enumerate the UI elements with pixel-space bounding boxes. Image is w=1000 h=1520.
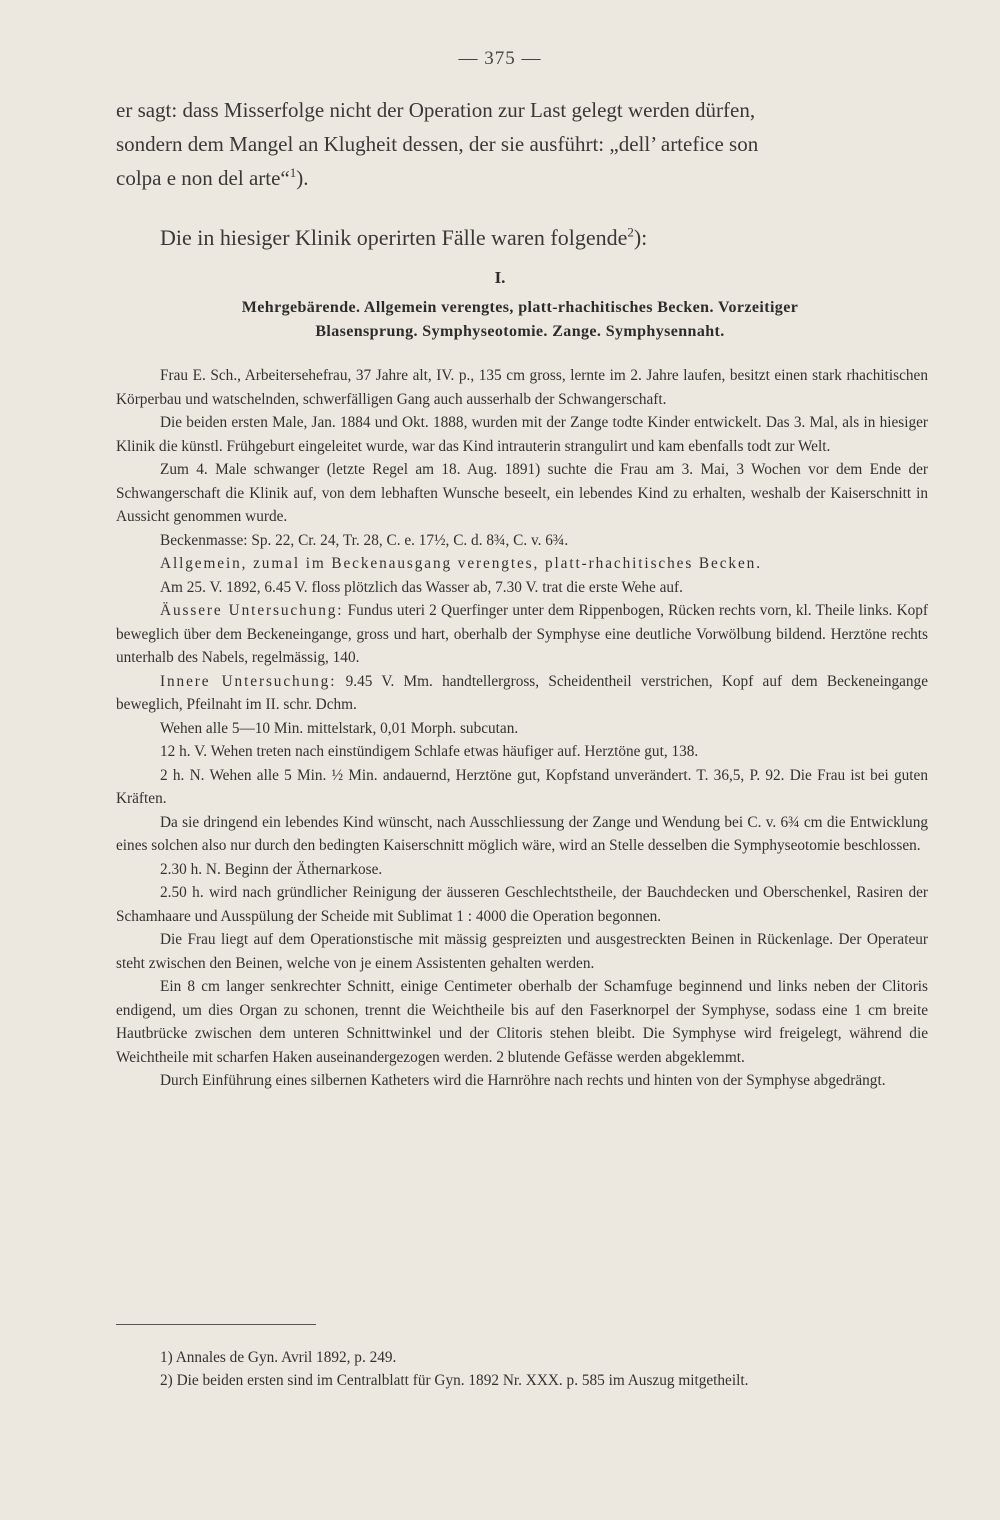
case-heading-line: Blasensprung. Symphyseotomie. Zange. Symphysennaht. [315,323,725,340]
paragraph: Innere Untersuchung: 9.45 V. Mm. handtellergross, Scheidentheil verstrichen, Kopf auf dem Beckeneingange beweglich, Pfeilnaht im II. schr. Dchm. [116,672,928,713]
paragraph: Äussere Untersuchung: Fundus uteri 2 Querfinger unter dem Rippenbogen, Rücken rechts vorn, kl. Theile links. Kopf beweglich über dem Beckeneingange, gross und hart, oberhalb der Symphyse eine deutliche Vorwölbung bildend. Herztöne rechts unterhalb des Nabels, regelmässig, 140. [116,602,929,666]
paragraph: Wehen alle 5—10 Min. mittelstark, 0,01 Morph. subcutan. [160,719,519,737]
paragraph: Zum 4. Male schwanger (letzte Regel am 18. Aug. 1891) suchte die Frau am 3. Mai, 3 Wochen vor dem Ende der Schwangerschaft die Klinik auf, von dem lebhaften Wunsche beseelt, ein lebendes Kind zu erhalten, weshalb der Kaiserschnitt in Aussicht genommen wurde. [116,461,928,525]
intro-line: sondern dem Mangel an Klugheit dessen, der sie ausführt: „dell’ artefice son [116,132,759,156]
case-body [116,364,928,1093]
case-heading-line: Mehrgebärende. Allgemein verengtes, platt-rhachitisches Becken. Vorzeitiger [241,299,799,316]
paragraph: Die Frau liegt auf dem Operationstische mit mässig gespreizten und ausgestreckten Beinen in Rückenlage. Der Operateur steht zwischen den Beinen, welche von je einem Assistenten gehalten werden. [116,931,928,972]
cases-lead: Die in hiesiger Klinik operirten Fälle waren folgende$^2$): [160,224,648,250]
intro-text [116,93,928,255]
footnote: 1) Annales de Gyn. Avril 1892, p. 249. [160,1349,397,1366]
paragraph-spaced: Allgemein, zumal im Beckenausgang verengtes, platt-rhachitisches Becken. [160,555,762,572]
intro-line: er sagt: dass Misserfolge nicht der Operation zur Last gelegt werden dürfen, [116,98,756,122]
paragraph: Ein 8 cm langer senkrechter Schnitt, einige Centimeter oberhalb der Schamfuge beginnend und links neben der Clitoris endigend, um dies Organ zu schonen, trennt die Weichtheile bis auf den Faserknorpel der Symphyse, sodass eine 1 cm breite Hautbrücke zwischen dem unteren Schnittwinkel und der Clitoris stehen bleibt. Die Symphyse wird freigelegt, während die Weichtheile mit scharfen Haken auseinandergezogen werden. 2 blutende Gefässe werden abgeklemmt. [116,978,928,1066]
paragraph: 2 h. N. Wehen alle 5 Min. ½ Min. andauernd, Herztöne gut, Kopfstand unverändert. T. 36,5, P. 92. Die Frau ist bei guten Kräften. [116,766,928,807]
paragraph: 2.30 h. N. Beginn der Äthernarkose. [160,860,383,878]
paragraph: 2.50 h. wird nach gründlicher Reinigung der äusseren Geschlechtstheile, der Bauchdecken und Oberschenkel, Rasiren der Schamhaare und Ausspülung der Scheide mit Sublimat 1 : 4000 die Operation begonnen. [116,884,928,925]
section-label: Äussere Untersuchung: [160,602,344,619]
case-number: I. [494,268,506,287]
paragraph: 12 h. V. Wehen treten nach einstündigem Schlafe etwas häufiger auf. Herztöne gut, 138. [160,743,699,760]
footnote-ref-2[interactable]: 2 [627,224,634,240]
footnote-ref-1[interactable]: 1 [289,165,297,180]
paragraph: Da sie dringend ein lebendes Kind wünscht, nach Ausschliessung der Zange und Wendung bei C. v. 6¾ cm die Entwicklung eines solchen also nur durch den bedingten Kaiserschnitt möglich wäre, wird an Stelle desselben die Symphyseotomie beschlossen. [116,813,928,854]
paragraph: Durch Einführung eines silbernen Katheters wird die Harnröhre nach rechts und hinten von der Symphyse abgedrängt. [160,1072,886,1089]
intro-line: colpa e non del arte“$^1$). [116,165,309,190]
paragraph: Die beiden ersten Male, Jan. 1884 und Okt. 1888, wurden mit der Zange todte Kinder entwickelt. Das 3. Mal, als in hiesiger Klinik die künstl. Frühgeburt eingeleitet wurde, war das Kind intrauterin strangulirt und kam ebenfalls todt zur Welt. [116,414,928,455]
case-heading [130,296,910,344]
page-number: — 375 — [458,48,542,69]
paragraph: Am 25. V. 1892, 6.45 V. floss plötzlich das Wasser ab, 7.30 V. trat die erste Wehe auf. [160,578,683,596]
footnote-divider [116,1324,316,1325]
footnotes [116,1346,928,1392]
section-label: Innere Untersuchung: [160,672,337,690]
footnote: 2) Die beiden ersten sind im Centralblatt für Gyn. 1892 Nr. XXX. p. 585 im Auszug mitgetheilt. [160,1372,749,1389]
paragraph: Frau E. Sch., Arbeitersehefrau, 37 Jahre alt, IV. p., 135 cm gross, lernte im 2. Jahre laufen, besitzt einen stark rhachitischen Körperbau und watschelnden, schwerfälligen Gang auch ausserhalb der Schwangerschaft. [116,367,928,408]
paragraph: Beckenmasse: Sp. 22, Cr. 24, Tr. 28, C. e. 17½, C. d. 8¾, C. v. 6¾. [160,531,569,549]
